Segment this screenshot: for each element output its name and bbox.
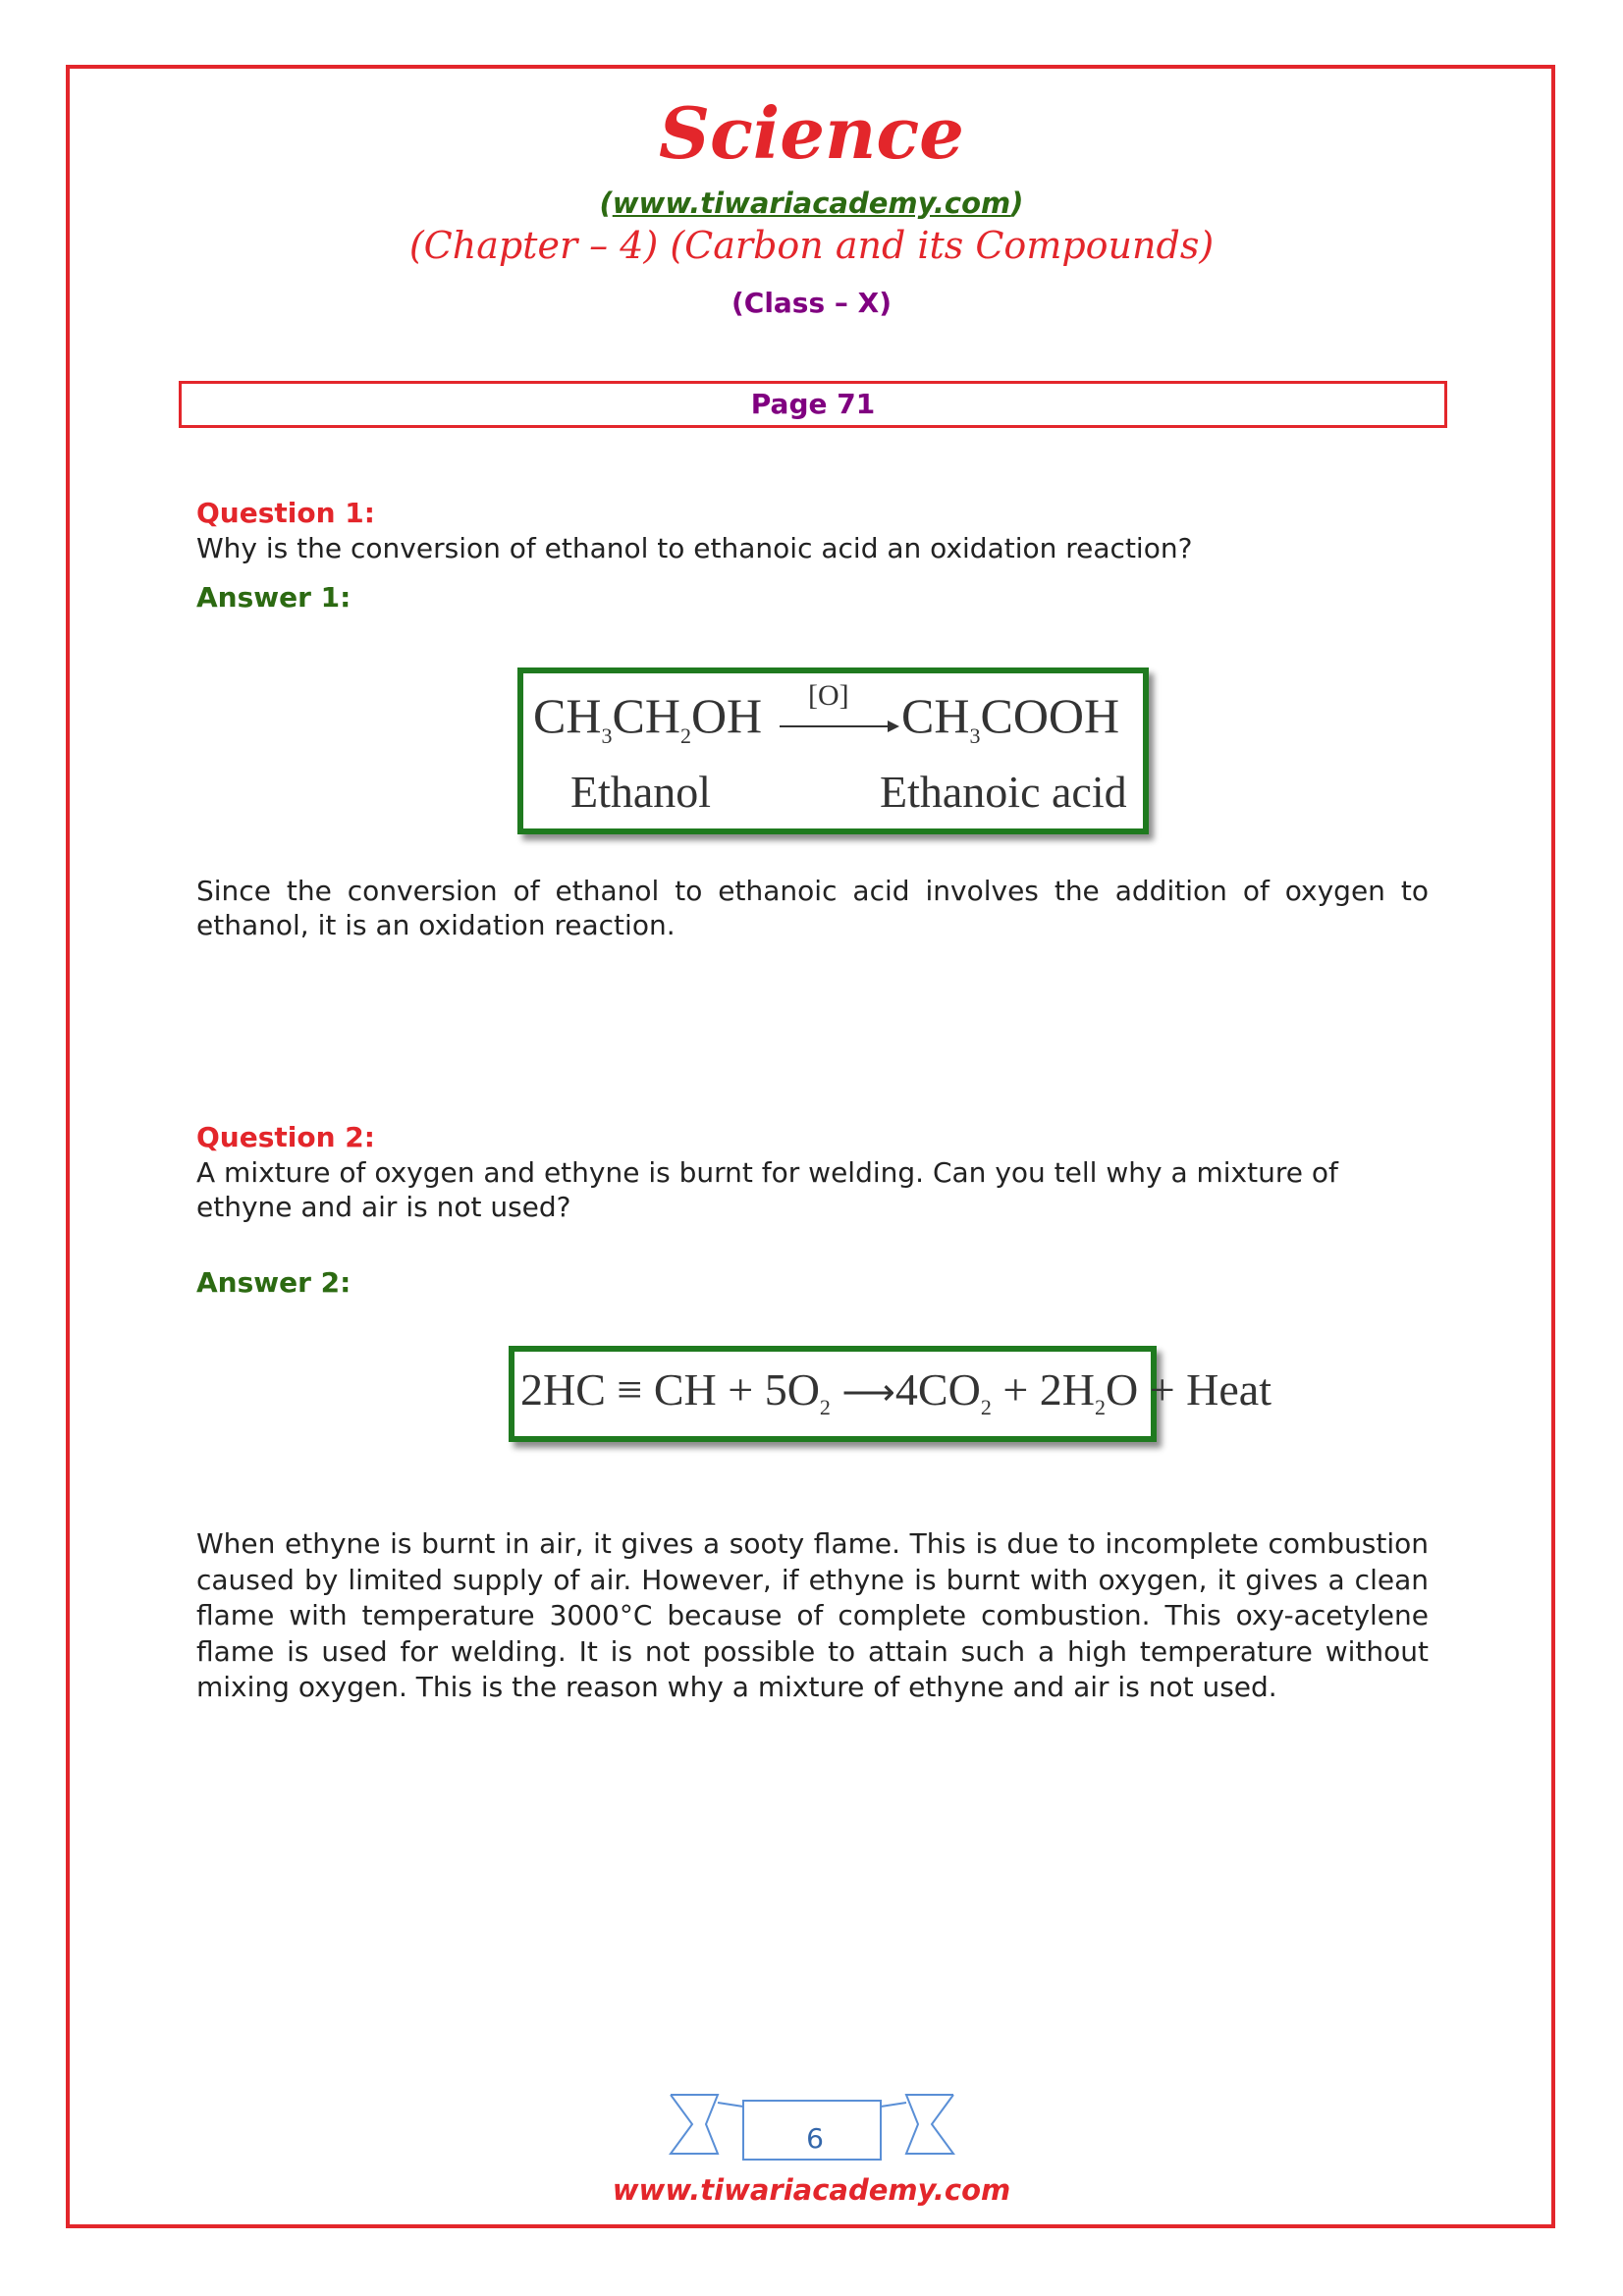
answer-2-explanation: When ethyne is burnt in air, it gives a sooty flame. This is due to incomplete combustion caused by limited supply of air. However, if ethyne is burnt with oxygen, it gives a clean flame with temperature 3000°C because of complete combustion. This oxy-acetylene flame is used for welding. It is not possible to attain such a high temperature without mixing oxygen. This is the reason why a mixture of ethyne and air is not used. bbox=[196, 1527, 1429, 1703]
equation-1-product: $CH_3COOH$ bbox=[901, 688, 1120, 748]
website-link[interactable]: (www.tiwariacademy.com) bbox=[599, 187, 1024, 220]
chapter-heading: (Chapter – 4) (Carbon and its Compounds) bbox=[408, 224, 1215, 267]
page-title: Science bbox=[659, 91, 964, 175]
answer-1-label: Answer 1: bbox=[196, 581, 352, 614]
page-number-label: Page 71 bbox=[750, 388, 876, 420]
question-1-text: Why is the conversion of ethanol to ethanoic acid an oxidation reaction? bbox=[196, 532, 1193, 564]
ethyne-combustion-equation bbox=[509, 1346, 1271, 1442]
page-number-box bbox=[179, 381, 1447, 428]
equation-1-condition: [O] bbox=[808, 679, 849, 712]
website-url[interactable]: www.tiwariacademy.com bbox=[612, 187, 1011, 220]
answer-1-explanation: Since the conversion of ethanol to ethanoic acid involves the addition of oxygen to ethanol, it is an oxidation reaction. bbox=[196, 875, 1429, 941]
answer-2-label: Answer 2: bbox=[196, 1266, 352, 1299]
question-2-label: Question 2: bbox=[196, 1121, 375, 1153]
equation-2-text: 2HC ≡ CH + $5O_2$ $⟶4CO_2 + 2H_2O$ + Heat bbox=[520, 1364, 1271, 1420]
footer-website-link[interactable]: www.tiwariacademy.com bbox=[612, 2173, 1011, 2207]
class-label: (Class – X) bbox=[730, 287, 893, 319]
equation-1-reactant: $CH_3CH_2OH$ bbox=[533, 688, 763, 748]
ethanol-oxidation-equation bbox=[517, 667, 1149, 834]
question-2-text: A mixture of oxygen and ethyne is burnt for welding. Can you tell why a mixture of ethyne and air is not used? bbox=[196, 1156, 1338, 1223]
equation-1-product-name: Ethanoic acid bbox=[880, 767, 1127, 817]
question-1-label: Question 1: bbox=[196, 497, 375, 529]
footer-page-number: 6 bbox=[806, 2122, 824, 2155]
equation-1-reactant-name: Ethanol bbox=[570, 767, 712, 817]
